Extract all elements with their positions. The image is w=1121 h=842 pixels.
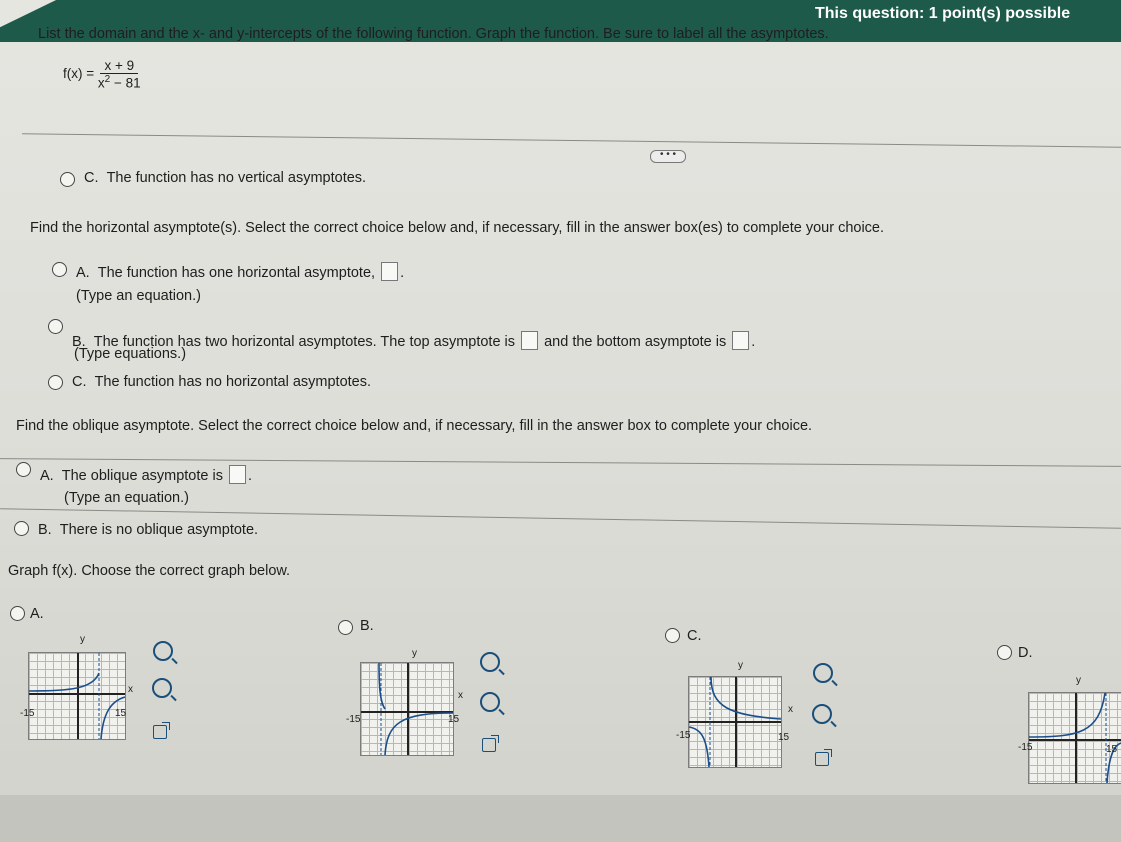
graph-option-b-label[interactable]: B. [360,618,374,634]
graph-option-b-radio[interactable] [338,620,353,635]
horizontal-b-bottom-box[interactable] [732,331,749,350]
oblique-option-a[interactable]: A. The oblique asymptote is . [40,465,252,484]
horizontal-b-top-box[interactable] [521,331,538,350]
popout-icon[interactable] [482,738,496,752]
graph-b-y-label: y [412,648,417,659]
oblique-prompt: Find the oblique asymptote. Select the correct choice below and, if necessary, fill in the answer box to complete your choice. [16,418,813,434]
zoom-out-icon[interactable] [812,704,832,724]
graph-b-neg-tick: -15 [346,714,361,725]
graph-c-neg-tick: -15 [676,730,691,741]
horizontal-a-hint: (Type an equation.) [76,288,201,304]
graph-a-thumbnail[interactable] [28,652,126,740]
horizontal-option-a[interactable]: A. The function has one horizontal asymptote, . [76,262,404,281]
horizontal-option-b-radio[interactable] [48,319,63,334]
function-expression [63,58,141,91]
vertical-option-c-radio[interactable] [60,172,75,187]
zoom-in-icon[interactable] [813,663,833,683]
fraction [98,58,141,91]
graph-option-a-label[interactable]: A. [30,606,44,622]
graph-b-thumbnail[interactable] [360,662,454,756]
horizontal-option-b[interactable]: B. The function has two horizontal asymptotes. The top asymptote is and the bottom asymptote is . [72,331,755,350]
graph-d-y-label: y [1076,675,1081,686]
question-points: This question: 1 point(s) possible [815,5,1071,22]
graph-a-neg-tick: -15 [20,708,35,719]
graph-b-pos-tick: 15 [448,714,460,725]
function-lhs: f(x) = [63,65,95,81]
graph-option-d-label[interactable]: D. [1018,645,1033,661]
graph-a-curve [29,653,125,739]
graph-a-y-label: y [80,634,85,645]
horizontal-a-answer-box[interactable] [381,262,398,281]
horizontal-b-hint: (Type equations.) [74,346,187,362]
oblique-option-a-radio[interactable] [16,462,31,477]
graph-d-pos-tick: 15 [1106,744,1118,755]
graph-option-c-radio[interactable] [665,628,680,643]
graph-c-x-label: x [788,704,793,715]
oblique-option-b-radio[interactable] [14,521,29,536]
zoom-out-icon[interactable] [152,678,172,698]
instructions: List the domain and the x- and y-intercepts of the following function. Graph the function. Be sure to label all the asymptotes. [38,26,829,42]
graph-option-a-radio[interactable] [10,606,25,621]
graph-d-curve [1029,693,1121,783]
graph-option-c-label[interactable]: C. [687,628,702,644]
numerator: x + 9 [100,58,138,74]
graph-b-x-label: x [458,690,463,701]
graph-d-thumbnail[interactable] [1028,692,1121,784]
graph-b-curve [361,663,453,755]
graph-d-neg-tick: -15 [1018,742,1033,753]
graph-prompt: Graph f(x). Choose the correct graph below. [8,563,291,579]
graph-c-y-label: y [738,660,743,671]
expand-button[interactable]: • • • [650,150,686,163]
graph-option-d-radio[interactable] [997,645,1012,660]
footer-bar [0,795,1121,842]
horizontal-prompt: Find the horizontal asymptote(s). Select the correct choice below and, if necessary, fill in the answer box(es) to complete your choice. [30,220,885,236]
zoom-in-icon[interactable] [480,652,500,672]
divider [22,133,1121,147]
zoom-out-icon[interactable] [480,692,500,712]
graph-a-x-label: x [128,684,133,695]
graph-c-pos-tick: 15 [778,732,790,743]
horizontal-option-c[interactable]: C. The function has no horizontal asymptotes. [72,374,372,390]
horizontal-option-a-radio[interactable] [52,262,67,277]
denominator: $x^2 - 81$ [97,74,141,91]
zoom-in-icon[interactable] [153,641,173,661]
graph-c-thumbnail[interactable] [688,676,782,768]
graph-a-pos-tick: 15 [115,708,127,719]
popout-icon[interactable] [153,725,167,739]
oblique-option-b[interactable]: B. There is no oblique asymptote. [38,522,259,538]
popout-icon[interactable] [815,752,829,766]
oblique-a-hint: (Type an equation.) [64,490,189,506]
horizontal-option-c-radio[interactable] [48,375,63,390]
vertical-option-c[interactable]: C. The function has no vertical asymptotes. [84,170,367,186]
graph-c-curve [689,677,781,767]
oblique-a-answer-box[interactable] [229,465,246,484]
